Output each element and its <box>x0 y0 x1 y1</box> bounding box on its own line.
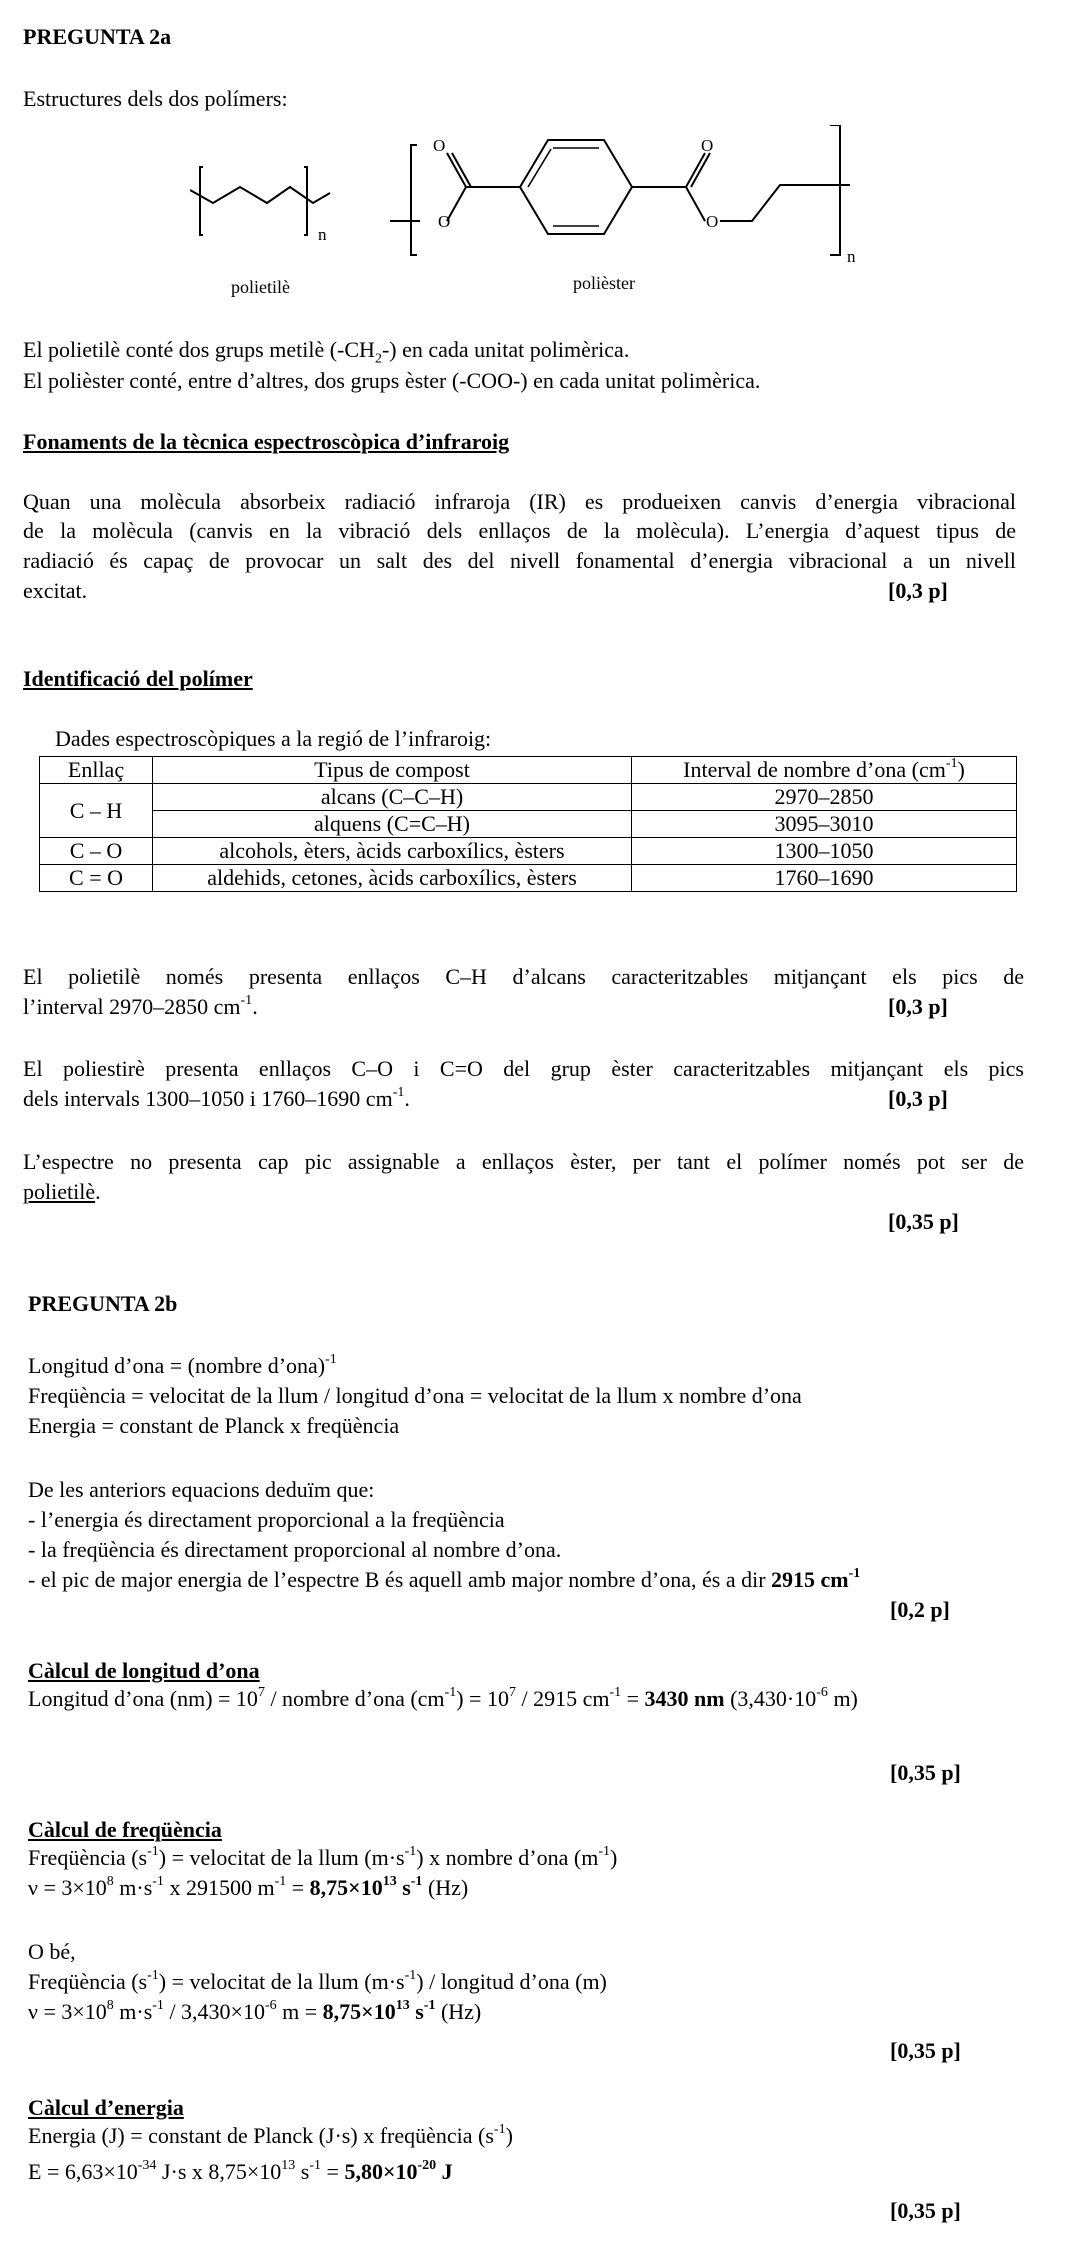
heading-frequencia: Càlcul de freqüència <box>28 1817 222 1842</box>
table-row <box>40 865 1017 892</box>
line-polietile: El polietilè conté dos grups metilè $(-CH_2-)$ en cada unitat polimèrica. <box>23 337 630 367</box>
cell-interval: 3095–3010 <box>632 811 1017 838</box>
cell-interval: 2970–2850 <box>632 784 1017 811</box>
header-interval: Interval de nombre d’ona $(cm^{-1})$ <box>632 757 1017 784</box>
points-fonaments: [0,3 p] <box>888 578 948 603</box>
points-para3: [0,35 p] <box>888 1209 959 1234</box>
para1-line-1: El polietilè només presenta enllaços C–H d’alcans caracteritzables mitjançant els pics de <box>23 964 1024 989</box>
deduce-item-2: - la freqüència és directament proporcional al nombre d’ona. <box>28 1537 562 1562</box>
para3-line-2: polietilè. <box>23 1179 101 1204</box>
polyester-n-subscript: n <box>847 247 856 266</box>
longitud-line: Longitud d’ona $(nm) = 10^7$ / nombre d’ona $(cm^{-1}) = 10^7 / 2915$ $cm^{-1} = 3430$ nm ($3,430\cdot 10^{-6}$ m) <box>28 1684 858 1711</box>
table-caption: Dades espectroscòpiques a la regió de l’infraroig: <box>55 726 492 751</box>
eq-energia: Energia = constant de Planck x freqüència <box>28 1413 400 1438</box>
heading-longitud: Càlcul de longitud d’ona <box>28 1658 260 1683</box>
header-tipus: Tipus de compost <box>153 757 632 784</box>
points-frequencia: [0,35 p] <box>890 2038 961 2063</box>
cell-interval: 1300–1050 <box>632 838 1017 865</box>
ester-oxygen-2: O <box>706 212 719 231</box>
structures-intro: Estructures dels dos polímers: <box>23 86 288 111</box>
freq-line-1: Freqüència $(s^{-1})$ = velocitat de la llum $(m\cdot s^{-1})$ x nombre d’ona $(m^{-1})$ <box>28 1843 618 1870</box>
polymer-structures-diagram <box>190 125 870 305</box>
polyester-structure <box>390 125 850 255</box>
carbonyl-oxygen-2: O <box>701 136 714 155</box>
line-poliester: El polièster conté, entre d’altres, dos grups èster (-COO-) en cada unitat polimèrica. <box>23 368 761 393</box>
polyethylene-structure <box>190 167 330 235</box>
points-para2: [0,3 p] <box>888 1086 948 1111</box>
cell-bond: C – H <box>40 784 153 838</box>
cell-compound: aldehids, cetones, àcids carboxílics, èsters <box>153 865 632 892</box>
ester-oxygen-1: O <box>438 212 451 231</box>
o-be: O bé, <box>28 1939 76 1964</box>
eq-frequencia: Freqüència = velocitat de la llum / longitud d’ona = velocitat de la llum x nombre d’ona <box>28 1383 802 1408</box>
deduce-item-3: - el pic de major energia de l’espectre B és aquell amb major nombre d’ona, és a dir 2915 $cm^{-1}$ <box>28 1565 861 1592</box>
cell-bond: C – O <box>40 838 153 865</box>
freq-line-3: Freqüència $(s^{-1})$ = velocitat de la llum $(m\cdot s^{-1})$ / longitud d’ona (m) <box>28 1967 607 1994</box>
fonaments-line-2: de la molècula (canvis en la vibració dels enllaços de la molècula). L’energia d’aquest tipus de <box>23 518 1016 543</box>
deduce-intro: De les anteriors equacions deduïm que: <box>28 1477 375 1502</box>
eq-longitud: Longitud d’ona = (nombre d’ona)$^{-1}$ <box>28 1351 337 1378</box>
para3-line-1: L’espectre no presenta cap pic assignable a enllaços èster, per tant el polímer només pot ser de <box>23 1149 1024 1174</box>
freq-line-2: $\nu = 3\times 10^8$ $m\cdot s^{-1}$ x 291500 $m^{-1} = 8,75\times 10^{13}$ $s^{-1}$ (Hz) <box>28 1873 469 1900</box>
fonaments-line-3: radiació és capaç de provocar un salt des del nivell fonamental d’energia vibracional a un nivell <box>23 548 1016 573</box>
energia-line-1: Energia (J) = constant de Planck (J·s) x freqüència $(s^{-1})$ <box>28 2121 513 2148</box>
heading-energia: Càlcul d’energia <box>28 2095 184 2120</box>
points-longitud: [0,35 p] <box>890 1760 961 1785</box>
label-poliester: polièster <box>573 273 635 293</box>
table-row <box>40 838 1017 865</box>
deduce-item-1: - l’energia és directament proporcional a la freqüència <box>28 1507 505 1532</box>
points-para1: [0,3 p] <box>888 994 948 1019</box>
para2-line-1: El poliestirè presenta enllaços C–O i C=O del grup èster caracteritzables mitjançant els pics <box>23 1056 1024 1081</box>
table-header-row <box>40 757 1017 784</box>
ir-data-table <box>39 756 1017 892</box>
heading-fonaments: Fonaments de la tècnica espectroscòpica d’infraroig <box>23 429 510 454</box>
carbonyl-oxygen-1: O <box>433 136 446 155</box>
question-2a-title: PREGUNTA 2a <box>23 24 172 49</box>
heading-identificacio: Identificació del polímer <box>23 666 253 691</box>
freq-line-4: $\nu = 3\times 10^8$ $m\cdot s^{-1} / 3,430\times 10^{-6}$ $m = 8,75\times 10^{13}$ $s^{-1}$ (Hz) <box>28 1997 482 2024</box>
polyethylene-n-subscript: n <box>318 225 327 244</box>
label-polietile: polietilè <box>231 277 290 297</box>
energia-line-2: $E = 6,63\times 10^{-34}$ J·s x $8,75\times 10^{13}$ $s^{-1} = 5,80\times 10^{-20}$ J <box>28 2157 453 2184</box>
table-row <box>40 784 1017 811</box>
question-2b-title: PREGUNTA 2b <box>28 1291 178 1316</box>
para1-line-2: l’interval 2970–2850 $cm^{-1}$. <box>23 992 258 1019</box>
cell-compound: alcans (C–C–H) <box>153 784 632 811</box>
cell-compound: alcohols, èters, àcids carboxílics, èsters <box>153 838 632 865</box>
fonaments-line-1: Quan una molècula absorbeix radiació infraroja (IR) es produeixen canvis d’energia vibracional <box>23 489 1016 514</box>
table-row <box>40 811 1017 838</box>
para2-line-2: dels intervals 1300–1050 i 1760–1690 $cm^{-1}$. <box>23 1084 410 1111</box>
points-energia: [0,35 p] <box>890 2198 961 2223</box>
cell-compound: alquens (C=C–H) <box>153 811 632 838</box>
header-enllac: Enllaç <box>40 757 153 784</box>
fonaments-line-4: excitat. <box>23 578 88 603</box>
cell-bond: C = O <box>40 865 153 892</box>
points-deduce: [0,2 p] <box>890 1597 950 1622</box>
cell-interval: 1760–1690 <box>632 865 1017 892</box>
